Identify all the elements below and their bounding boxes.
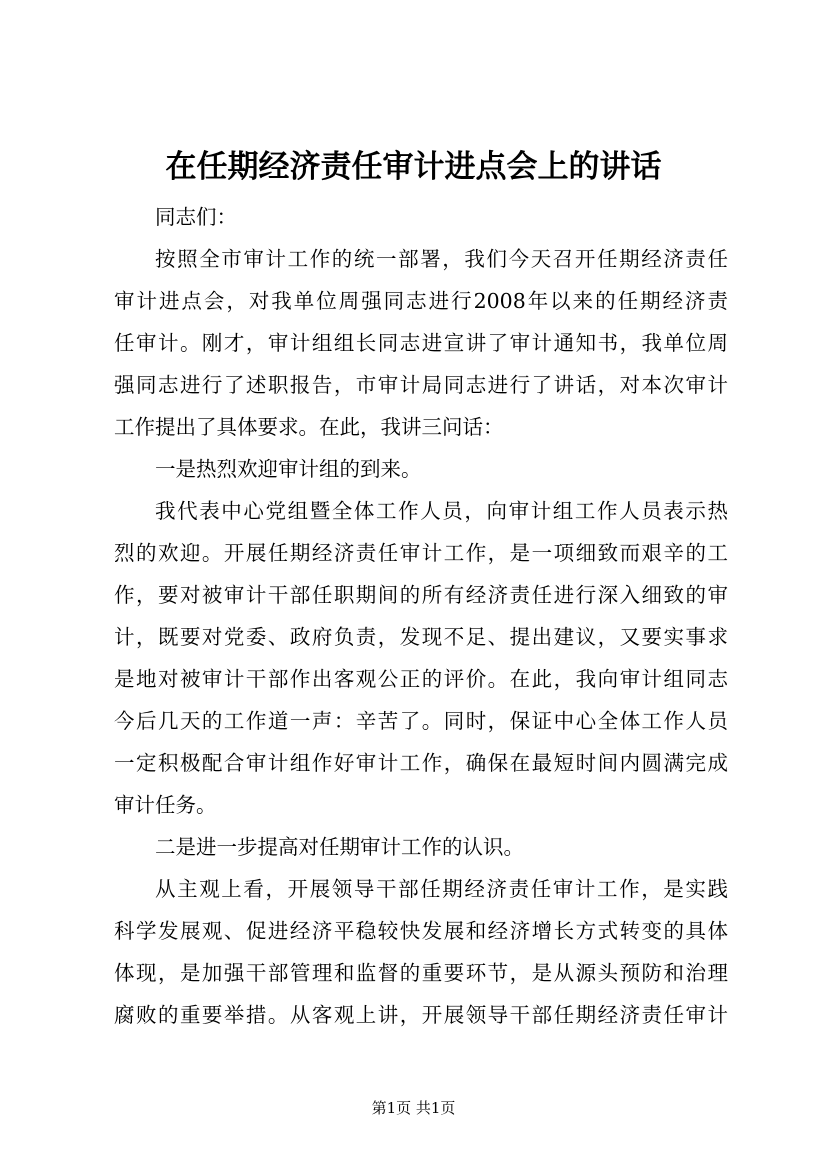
salutation-line: 同志们： bbox=[155, 205, 237, 229]
paragraph-line: 一定积极配合审计组作好审计工作，确保在最短时间内圆满完成 bbox=[114, 751, 728, 775]
page-number-footer: 第1页 共1页 bbox=[371, 1099, 456, 1117]
paragraph-line: 科学发展观、促进经济平稳较快发展和经济增长方式转变的具体 bbox=[114, 919, 728, 943]
section-heading-line: 二是进一步提高对任期审计工作的认识。 bbox=[155, 835, 524, 859]
paragraph-line: 从主观上看，开展领导干部任期经济责任审计工作，是实践 bbox=[155, 877, 728, 901]
paragraph-line: 审计任务。 bbox=[114, 793, 217, 817]
paragraph-line: 烈的欢迎。开展任期经济责任审计工作，是一项细致而艰辛的工 bbox=[114, 541, 728, 565]
section-heading-line: 一是热烈欢迎审计组的到来。 bbox=[155, 457, 422, 481]
paragraph-line: 任审计。刚才，审计组组长同志进宣讲了审计通知书，我单位周 bbox=[114, 331, 728, 355]
paragraph-line: 计，既要对党委、政府负责，发现不足、提出建议，又要实事求 bbox=[114, 625, 728, 649]
paragraph-line: 按照全市审计工作的统一部署，我们今天召开任期经济责任 bbox=[155, 247, 728, 271]
paragraph-line: 体现，是加强干部管理和监督的重要环节，是从源头预防和治理 bbox=[114, 961, 728, 985]
paragraph-line: 我代表中心党组暨全体工作人员，向审计组工作人员表示热 bbox=[155, 499, 728, 523]
paragraph-line: 今后几天的工作道一声：辛苦了。同时，保证中心全体工作人员 bbox=[114, 709, 728, 733]
paragraph-line: 作，要对被审计干部任职期间的所有经济责任进行深入细致的审 bbox=[114, 583, 728, 607]
document-body bbox=[114, 196, 728, 1036]
document-title: 在任期经济责任审计进点会上的讲话 bbox=[165, 149, 662, 185]
paragraph-line: 工作提出了具体要求。在此，我讲三问话： bbox=[114, 415, 504, 439]
paragraph-line: 审计进点会，对我单位周强同志进行2008年以来的任期经济责 bbox=[114, 289, 728, 313]
paragraph-line: 强同志进行了述职报告，市审计局同志进行了讲话，对本次审计 bbox=[114, 373, 728, 397]
paragraph-line: 是地对被审计干部作出客观公正的评价。在此，我向审计组同志 bbox=[114, 667, 728, 691]
paragraph-line: 腐败的重要举措。从客观上讲，开展领导干部任期经济责任审计 bbox=[114, 1003, 728, 1027]
